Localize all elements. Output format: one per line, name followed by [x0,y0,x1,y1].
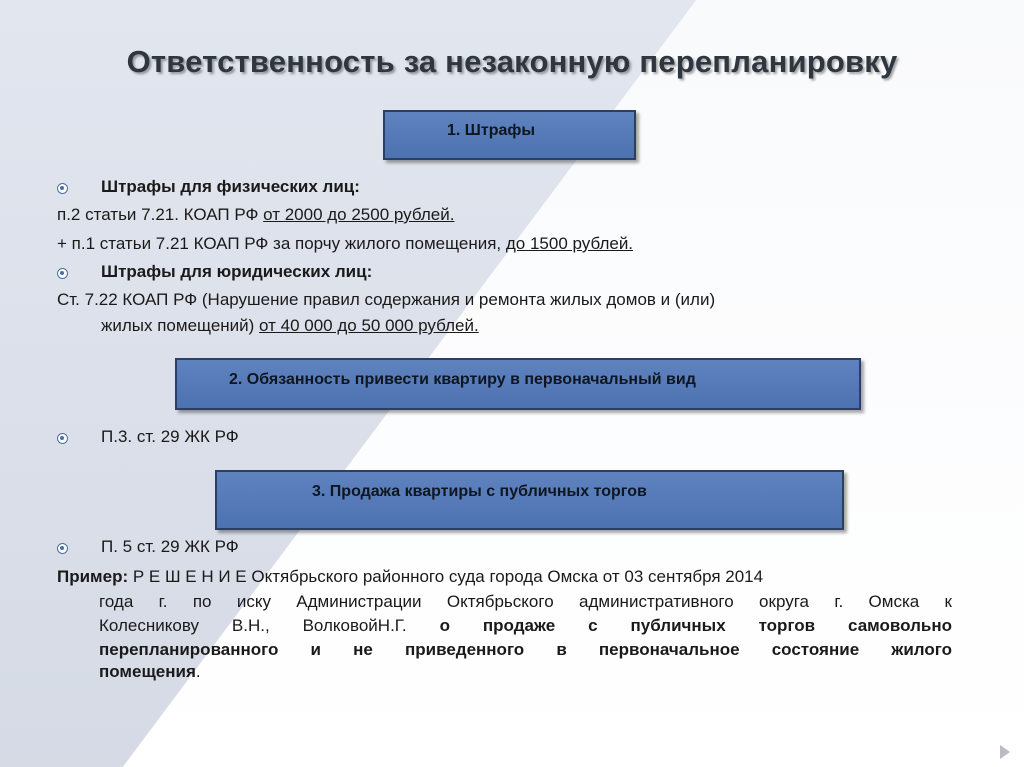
restore-obligation-heading-box [175,358,861,410]
slide-title: Ответственность за незаконную перепланировку [126,44,898,79]
legal-fine-line-1: Ст. 7.22 КОАП РФ (Нарушение правил содержания и ремонта жилых домов и (или) [57,290,716,309]
fine-amount: до 1500 рублей. [505,234,634,253]
individuals-fine-line-2 [57,234,633,254]
example-line-5 [99,662,201,682]
example-emphasis: помещения [99,662,196,681]
individuals-fine-line-1 [57,205,454,225]
article-reference: жилых помещений) [101,316,260,335]
example-text: Колесникову В.Н., ВолковойН.Г. [99,616,440,635]
example-line-4: перепланированного и не приведенного в первоначальное состояние жилого [99,640,952,659]
example-line-3 [99,614,952,637]
fines-heading-box [383,110,636,160]
example-label: Пример: [57,567,129,586]
next-slide-arrow-icon[interactable] [1000,745,1010,759]
fine-amount: от 2000 до 2500 рублей. [263,205,455,224]
bullet-icon [57,543,68,554]
public-auction-heading-box [215,470,844,530]
bullet-icon [57,183,68,194]
housing-code-reference: П. 5 ст. 29 ЖК РФ [101,537,239,556]
legal-fine-line-2 [101,316,479,336]
fine-amount: от 40 000 до 50 000 рублей. [259,316,479,335]
housing-code-reference: П.3. ст. 29 ЖК РФ [101,427,239,446]
individuals-fines-label: Штрафы для физических лиц: [101,177,360,196]
public-auction-heading: 3. Продажа квартиры с публичных торгов [312,483,647,500]
article-reference: п.2 статьи 7.21. КОАП РФ [57,205,264,224]
fines-heading: 1. Штрафы [447,122,536,139]
example-line-2: года г. по иску Администрации Октябрьского административного округа г. Омска к [99,592,952,611]
example-text: . [195,662,201,681]
bullet-icon [57,268,68,279]
article-reference: + п.1 статьи 7.21 КОАП РФ за порчу жилого помещения, [57,234,506,253]
example-text: Р Е Ш Е Н И Е Октябрьского районного суда города Омска от 03 сентября 2014 [128,567,764,586]
example-emphasis: о продаже с публичных торгов самовольно [439,616,952,635]
restore-obligation-heading: 2. Обязанность привести квартиру в первоначальный вид [229,371,696,388]
example-line-1 [57,567,763,587]
bullet-icon [57,433,68,444]
legal-entities-fines-label: Штрафы для юридических лиц: [101,262,373,281]
